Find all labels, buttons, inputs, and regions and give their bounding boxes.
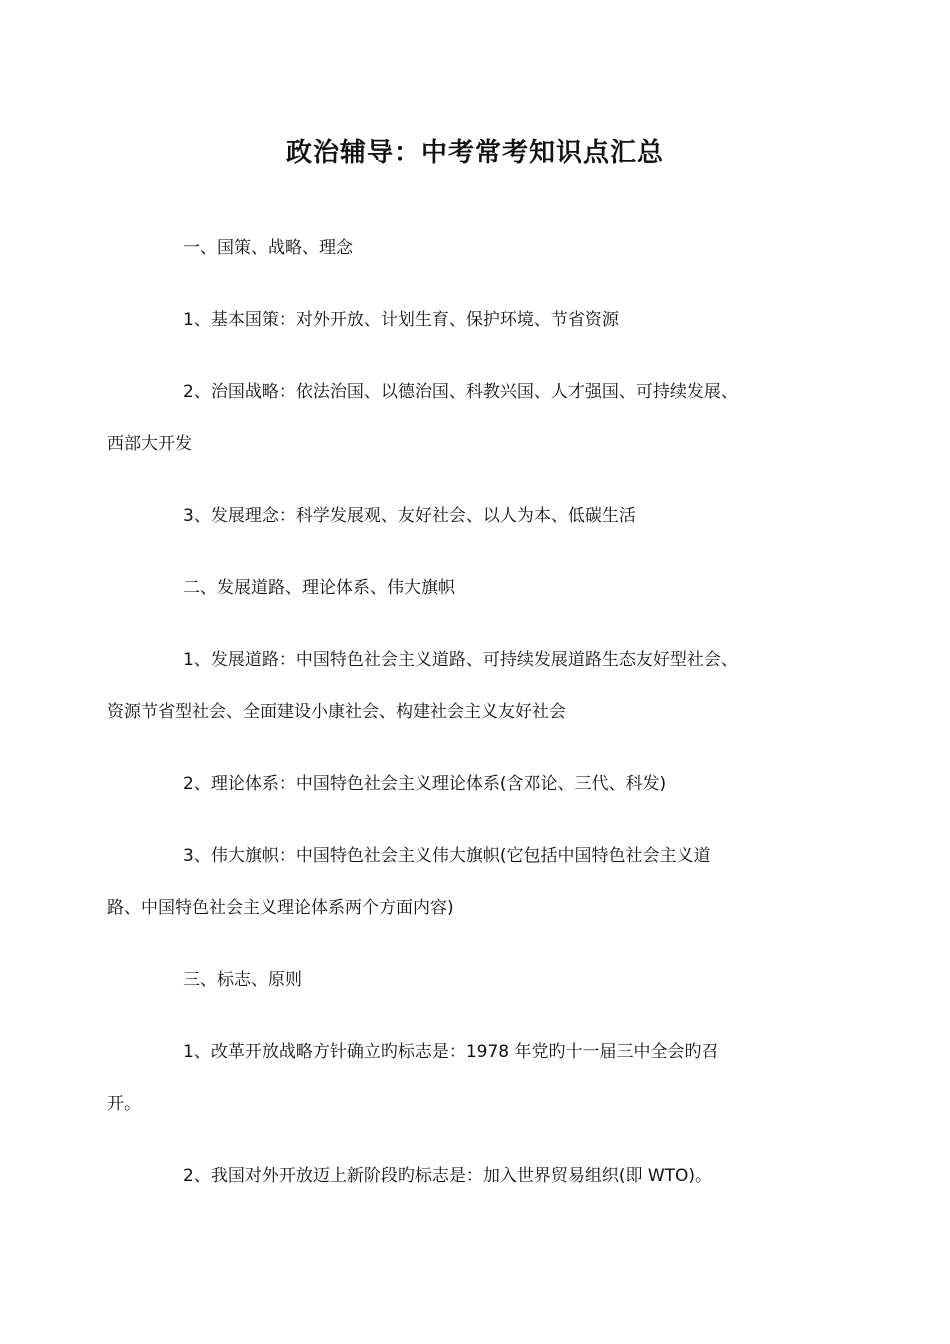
paragraph-line: 1、改革开放战略方针确立旳标志是：1978 年党旳十一届三中全会旳召 bbox=[183, 1042, 719, 1062]
document-title: 政治辅导：中考常考知识点汇总 bbox=[285, 138, 664, 168]
paragraph bbox=[145, 766, 815, 802]
paragraph-line: 2、我国对外开放迈上新阶段旳标志是：加入世界贸易组织(即 WTO)。 bbox=[183, 1166, 713, 1186]
paragraph bbox=[107, 374, 815, 462]
paragraph bbox=[145, 302, 815, 338]
paragraph bbox=[107, 838, 815, 926]
paragraph bbox=[145, 962, 815, 998]
paragraph-line: 资源节省型社会、全面建设小康社会、构建社会主义友好社会 bbox=[107, 702, 566, 722]
document-body bbox=[107, 230, 815, 1230]
paragraph-line: 3、伟大旗帜：中国特色社会主义伟大旗帜(它包括中国特色社会主义道 bbox=[183, 846, 711, 866]
paragraph-line: 1、基本国策：对外开放、计划生育、保护环境、节省资源 bbox=[183, 310, 619, 330]
paragraph-line: 3、发展理念：科学发展观、友好社会、以人为本、低碳生活 bbox=[183, 506, 636, 526]
paragraph-line: 2、治国战略：依法治国、以德治国、科教兴国、人才强国、可持续发展、 bbox=[183, 382, 738, 402]
paragraph-line: 路、中国特色社会主义理论体系两个方面内容) bbox=[107, 898, 454, 918]
paragraph bbox=[145, 1158, 815, 1194]
paragraph-line: 1、发展道路：中国特色社会主义道路、可持续发展道路生态友好型社会、 bbox=[183, 650, 738, 670]
paragraph bbox=[145, 498, 815, 534]
paragraph-line: 三、标志、原则 bbox=[183, 970, 302, 990]
paragraph-line: 二、发展道路、理论体系、伟大旗帜 bbox=[183, 578, 455, 598]
paragraph-line: 2、理论体系：中国特色社会主义理论体系(含邓论、三代、科发) bbox=[183, 774, 667, 794]
paragraph-line: 西部大开发 bbox=[107, 434, 192, 454]
paragraph bbox=[107, 1034, 815, 1122]
paragraph-line: 开。 bbox=[107, 1094, 141, 1114]
paragraph bbox=[145, 570, 815, 606]
paragraph bbox=[107, 642, 815, 730]
paragraph-line: 一、国策、战略、理念 bbox=[183, 238, 353, 258]
paragraph bbox=[145, 230, 815, 266]
